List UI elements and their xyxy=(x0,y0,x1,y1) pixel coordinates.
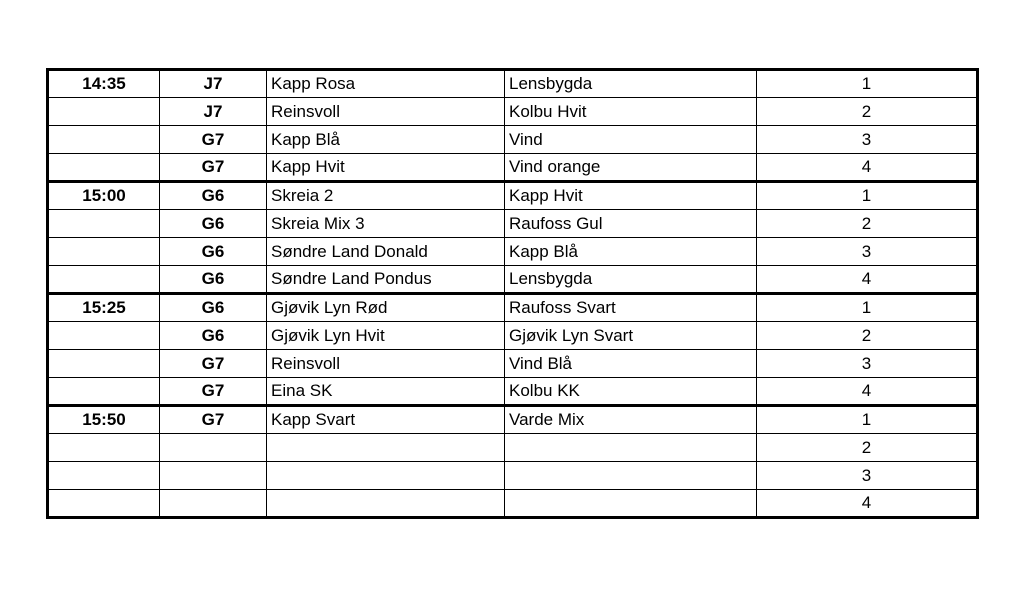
away-team-cell: Kolbu KK xyxy=(505,378,757,406)
table-row xyxy=(48,378,978,406)
table-row xyxy=(48,154,978,182)
field-cell: 1 xyxy=(757,294,978,322)
away-team-cell: Varde Mix xyxy=(505,406,757,434)
away-team-cell: Raufoss Gul xyxy=(505,210,757,238)
table-row xyxy=(48,70,978,98)
home-team-cell: Kapp Rosa xyxy=(267,70,505,98)
away-team-cell: Lensbygda xyxy=(505,70,757,98)
field-cell: 2 xyxy=(757,322,978,350)
field-cell: 1 xyxy=(757,70,978,98)
away-team-cell: Vind Blå xyxy=(505,350,757,378)
time-cell xyxy=(48,350,160,378)
field-cell: 2 xyxy=(757,210,978,238)
field-cell: 2 xyxy=(757,98,978,126)
home-team-cell xyxy=(267,490,505,518)
home-team-cell: Skreia Mix 3 xyxy=(267,210,505,238)
time-cell xyxy=(48,126,160,154)
table-row xyxy=(48,406,978,434)
time-cell: 15:00 xyxy=(48,182,160,210)
home-team-cell: Eina SK xyxy=(267,378,505,406)
home-team-cell xyxy=(267,434,505,462)
field-cell: 1 xyxy=(757,182,978,210)
field-cell: 3 xyxy=(757,238,978,266)
class-cell: J7 xyxy=(160,70,267,98)
home-team-cell: Reinsvoll xyxy=(267,98,505,126)
class-cell: G7 xyxy=(160,154,267,182)
away-team-cell: Vind xyxy=(505,126,757,154)
field-cell: 2 xyxy=(757,434,978,462)
table-row xyxy=(48,98,978,126)
field-cell: 3 xyxy=(757,126,978,154)
away-team-cell xyxy=(505,462,757,490)
table-row xyxy=(48,294,978,322)
time-cell: 15:50 xyxy=(48,406,160,434)
time-cell xyxy=(48,210,160,238)
table-row xyxy=(48,210,978,238)
time-cell xyxy=(48,490,160,518)
table-row xyxy=(48,238,978,266)
time-cell xyxy=(48,434,160,462)
time-cell: 15:25 xyxy=(48,294,160,322)
table-row xyxy=(48,322,978,350)
table-row xyxy=(48,490,978,518)
home-team-cell: Reinsvoll xyxy=(267,350,505,378)
class-cell: J7 xyxy=(160,98,267,126)
table-row xyxy=(48,266,978,294)
field-cell: 3 xyxy=(757,462,978,490)
class-cell xyxy=(160,434,267,462)
class-cell xyxy=(160,462,267,490)
class-cell: G7 xyxy=(160,126,267,154)
time-cell xyxy=(48,266,160,294)
away-team-cell: Raufoss Svart xyxy=(505,294,757,322)
field-cell: 3 xyxy=(757,350,978,378)
home-team-cell: Kapp Hvit xyxy=(267,154,505,182)
class-cell: G6 xyxy=(160,294,267,322)
home-team-cell: Kapp Blå xyxy=(267,126,505,154)
table-row xyxy=(48,350,978,378)
away-team-cell: Kapp Blå xyxy=(505,238,757,266)
table-row xyxy=(48,434,978,462)
home-team-cell: Kapp Svart xyxy=(267,406,505,434)
class-cell: G7 xyxy=(160,406,267,434)
home-team-cell: Gjøvik Lyn Hvit xyxy=(267,322,505,350)
schedule-body xyxy=(48,70,978,518)
field-cell: 1 xyxy=(757,406,978,434)
home-team-cell: Gjøvik Lyn Rød xyxy=(267,294,505,322)
away-team-cell xyxy=(505,490,757,518)
away-team-cell: Kolbu Hvit xyxy=(505,98,757,126)
class-cell: G7 xyxy=(160,378,267,406)
away-team-cell: Kapp Hvit xyxy=(505,182,757,210)
class-cell: G7 xyxy=(160,350,267,378)
time-cell xyxy=(48,378,160,406)
away-team-cell xyxy=(505,434,757,462)
field-cell: 4 xyxy=(757,154,978,182)
home-team-cell xyxy=(267,462,505,490)
away-team-cell: Lensbygda xyxy=(505,266,757,294)
away-team-cell: Gjøvik Lyn Svart xyxy=(505,322,757,350)
class-cell: G6 xyxy=(160,182,267,210)
table-row xyxy=(48,182,978,210)
class-cell xyxy=(160,490,267,518)
field-cell: 4 xyxy=(757,266,978,294)
time-cell xyxy=(48,322,160,350)
table-row xyxy=(48,126,978,154)
time-cell xyxy=(48,154,160,182)
field-cell: 4 xyxy=(757,378,978,406)
home-team-cell: Søndre Land Donald xyxy=(267,238,505,266)
away-team-cell: Vind orange xyxy=(505,154,757,182)
class-cell: G6 xyxy=(160,210,267,238)
time-cell xyxy=(48,238,160,266)
table-row xyxy=(48,462,978,490)
class-cell: G6 xyxy=(160,266,267,294)
time-cell xyxy=(48,98,160,126)
time-cell xyxy=(48,462,160,490)
time-cell: 14:35 xyxy=(48,70,160,98)
home-team-cell: Søndre Land Pondus xyxy=(267,266,505,294)
field-cell: 4 xyxy=(757,490,978,518)
class-cell: G6 xyxy=(160,238,267,266)
home-team-cell: Skreia 2 xyxy=(267,182,505,210)
class-cell: G6 xyxy=(160,322,267,350)
match-schedule-table xyxy=(46,68,979,519)
